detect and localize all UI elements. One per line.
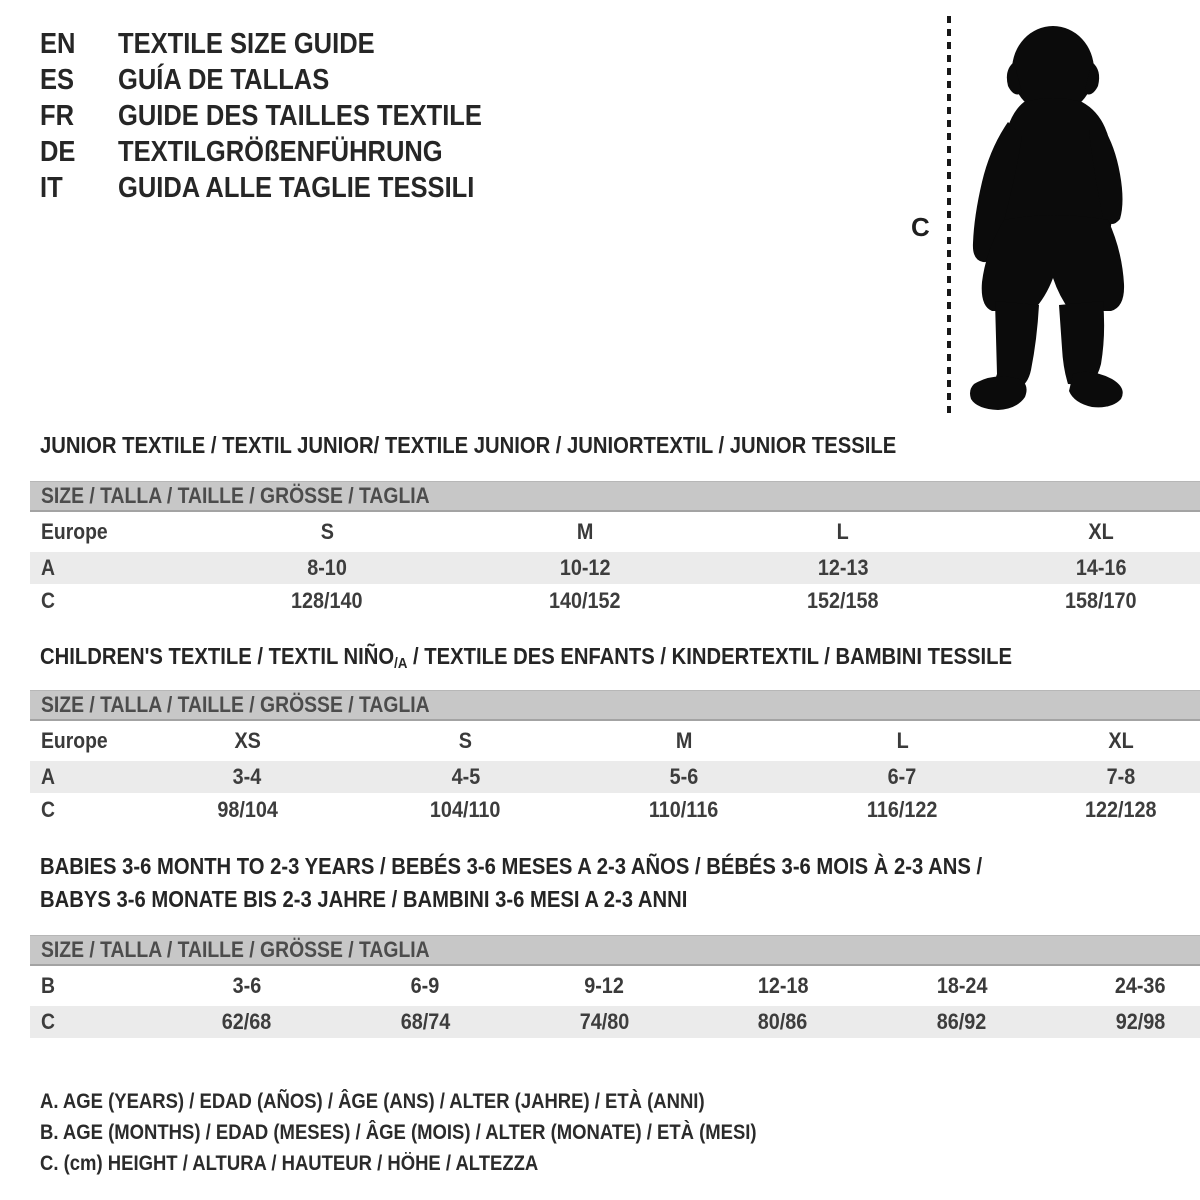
column-header: M [576, 519, 594, 544]
language-row [40, 134, 532, 170]
cell-value: 3-6 [232, 973, 261, 998]
cell-value: 7-8 [1012, 761, 1200, 793]
language-code: FR [40, 99, 75, 132]
cell-value: 122/128 [1012, 793, 1200, 827]
column-header: Europe [41, 519, 108, 544]
size-header-bar: SIZE / TALLA / TAILLE / GRÖSSE / TAGLIA [30, 936, 1200, 966]
row-label: C [30, 1006, 157, 1038]
language-row [40, 26, 532, 62]
measurement-legend [40, 1086, 854, 1179]
cell-value: 98/104 [138, 793, 356, 827]
table-row-height [30, 584, 1200, 618]
language-code: DE [40, 135, 76, 168]
legend-line-height: C. (cm) HEIGHT / ALTURA / HAUTEUR / HÖHE / ALTEZZA [40, 1152, 539, 1175]
cell-value: 116/122 [793, 793, 1011, 827]
cell-value: 5-6 [575, 761, 793, 793]
cell-value: 14-16 [972, 552, 1200, 584]
table-row-months [30, 965, 1200, 1006]
cell-value: 104/110 [356, 793, 574, 827]
row-label: C [30, 584, 198, 618]
cell-value: 9-12 [584, 973, 625, 998]
table-row-age [30, 552, 1200, 584]
cell-value: 80/86 [694, 1006, 873, 1038]
language-label: GUIDE DES TAILLES TEXTILE [118, 99, 482, 132]
language-label: TEXTILE SIZE GUIDE [118, 27, 375, 60]
junior-size-table [30, 481, 1200, 618]
size-header-bar: SIZE / TALLA / TAILLE / GRÖSSE / TAGLIA [30, 482, 1200, 512]
height-measure-label: C [911, 212, 930, 242]
cell-value: 62/68 [157, 1006, 336, 1038]
babies-size-table [30, 935, 1200, 1038]
row-label: A [30, 552, 198, 584]
cell-value: 140/152 [456, 584, 714, 618]
cell-value: 68/74 [336, 1006, 515, 1038]
junior-section-title: JUNIOR TEXTILE / TEXTIL JUNIOR/ TEXTILE JUNIOR / JUNIORTEXTIL / JUNIOR TESSILE [40, 432, 897, 458]
cell-value: 152/158 [714, 584, 972, 618]
height-measure-line [947, 16, 951, 414]
row-label: A [30, 761, 138, 793]
column-header: S [320, 519, 334, 544]
cell-value: 12-18 [757, 973, 809, 998]
size-header-bar: SIZE / TALLA / TAILLE / GRÖSSE / TAGLIA [30, 691, 1200, 721]
cell-value: 18-24 [936, 973, 988, 998]
language-label: TEXTILGRÖßENFÜHRUNG [118, 135, 443, 168]
language-code: ES [40, 63, 75, 96]
language-list [40, 26, 532, 206]
language-code: EN [40, 27, 76, 60]
column-header: L [896, 728, 909, 753]
nino-a-subscript: /A [394, 655, 408, 672]
cell-value: 8-10 [198, 552, 456, 584]
language-row [40, 170, 532, 206]
cell-value: 24-36 [1115, 973, 1166, 998]
column-header: L [836, 519, 850, 544]
column-header-row [30, 511, 1200, 552]
cell-value: 86/92 [872, 1006, 1051, 1038]
cell-value: 4-5 [356, 761, 574, 793]
cell-value: 10-12 [456, 552, 714, 584]
column-header: XS [233, 728, 261, 753]
cell-value: 3-4 [138, 761, 356, 793]
language-label: GUÍA DE TALLAS [118, 63, 330, 96]
cell-value: 6-9 [411, 973, 440, 998]
children-size-table [30, 690, 1200, 827]
cell-value: 128/140 [198, 584, 456, 618]
language-label: GUIDA ALLE TAGLIE TESSILI [118, 171, 475, 204]
column-header: M [675, 728, 693, 753]
cell-value: 158/170 [972, 584, 1200, 618]
column-header-row [30, 720, 1200, 761]
column-header: Europe [41, 728, 108, 753]
cell-value: 92/98 [1051, 1006, 1200, 1038]
language-row [40, 98, 532, 134]
children-section-title: CHILDREN'S TEXTILE / TEXTIL NIÑO/A / TEXTILE DES ENFANTS / KINDERTEXTIL / BAMBINI TESSILE [40, 643, 1013, 672]
row-label: B [41, 973, 55, 998]
cell-value: 74/80 [515, 1006, 694, 1038]
column-header: XL [1108, 728, 1134, 753]
cell-value: 6-7 [793, 761, 1011, 793]
table-row-height [30, 793, 1200, 827]
cell-value: 110/116 [575, 793, 793, 827]
babies-section-title: BABIES 3-6 MONTH TO 2-3 YEARS / BEBÉS 3-6 MESES A 2-3 AÑOS / BÉBÉS 3-6 MOIS À 2-3 ANS / BABYS 3-6 MONATE BIS 2-3 JAHRE / BAMBINI 3-6 MESI A 2-3 ANNI [40, 853, 983, 912]
table-row-height [30, 1006, 1200, 1038]
toddler-silhouette-icon [961, 18, 1141, 420]
language-row [40, 62, 532, 98]
legend-line-age-months: B. AGE (MONTHS) / EDAD (MESES) / ÂGE (MOIS) / ALTER (MONATE) / ETÀ (MESI) [40, 1121, 757, 1144]
language-code: IT [40, 171, 63, 204]
legend-line-age-years: A. AGE (YEARS) / EDAD (AÑOS) / ÂGE (ANS) / ALTER (JAHRE) / ETÀ (ANNI) [40, 1090, 705, 1113]
cell-value: 12-13 [714, 552, 972, 584]
row-label: C [30, 793, 138, 827]
column-header: XL [1088, 519, 1114, 544]
table-row-age [30, 761, 1200, 793]
column-header: S [458, 728, 473, 753]
